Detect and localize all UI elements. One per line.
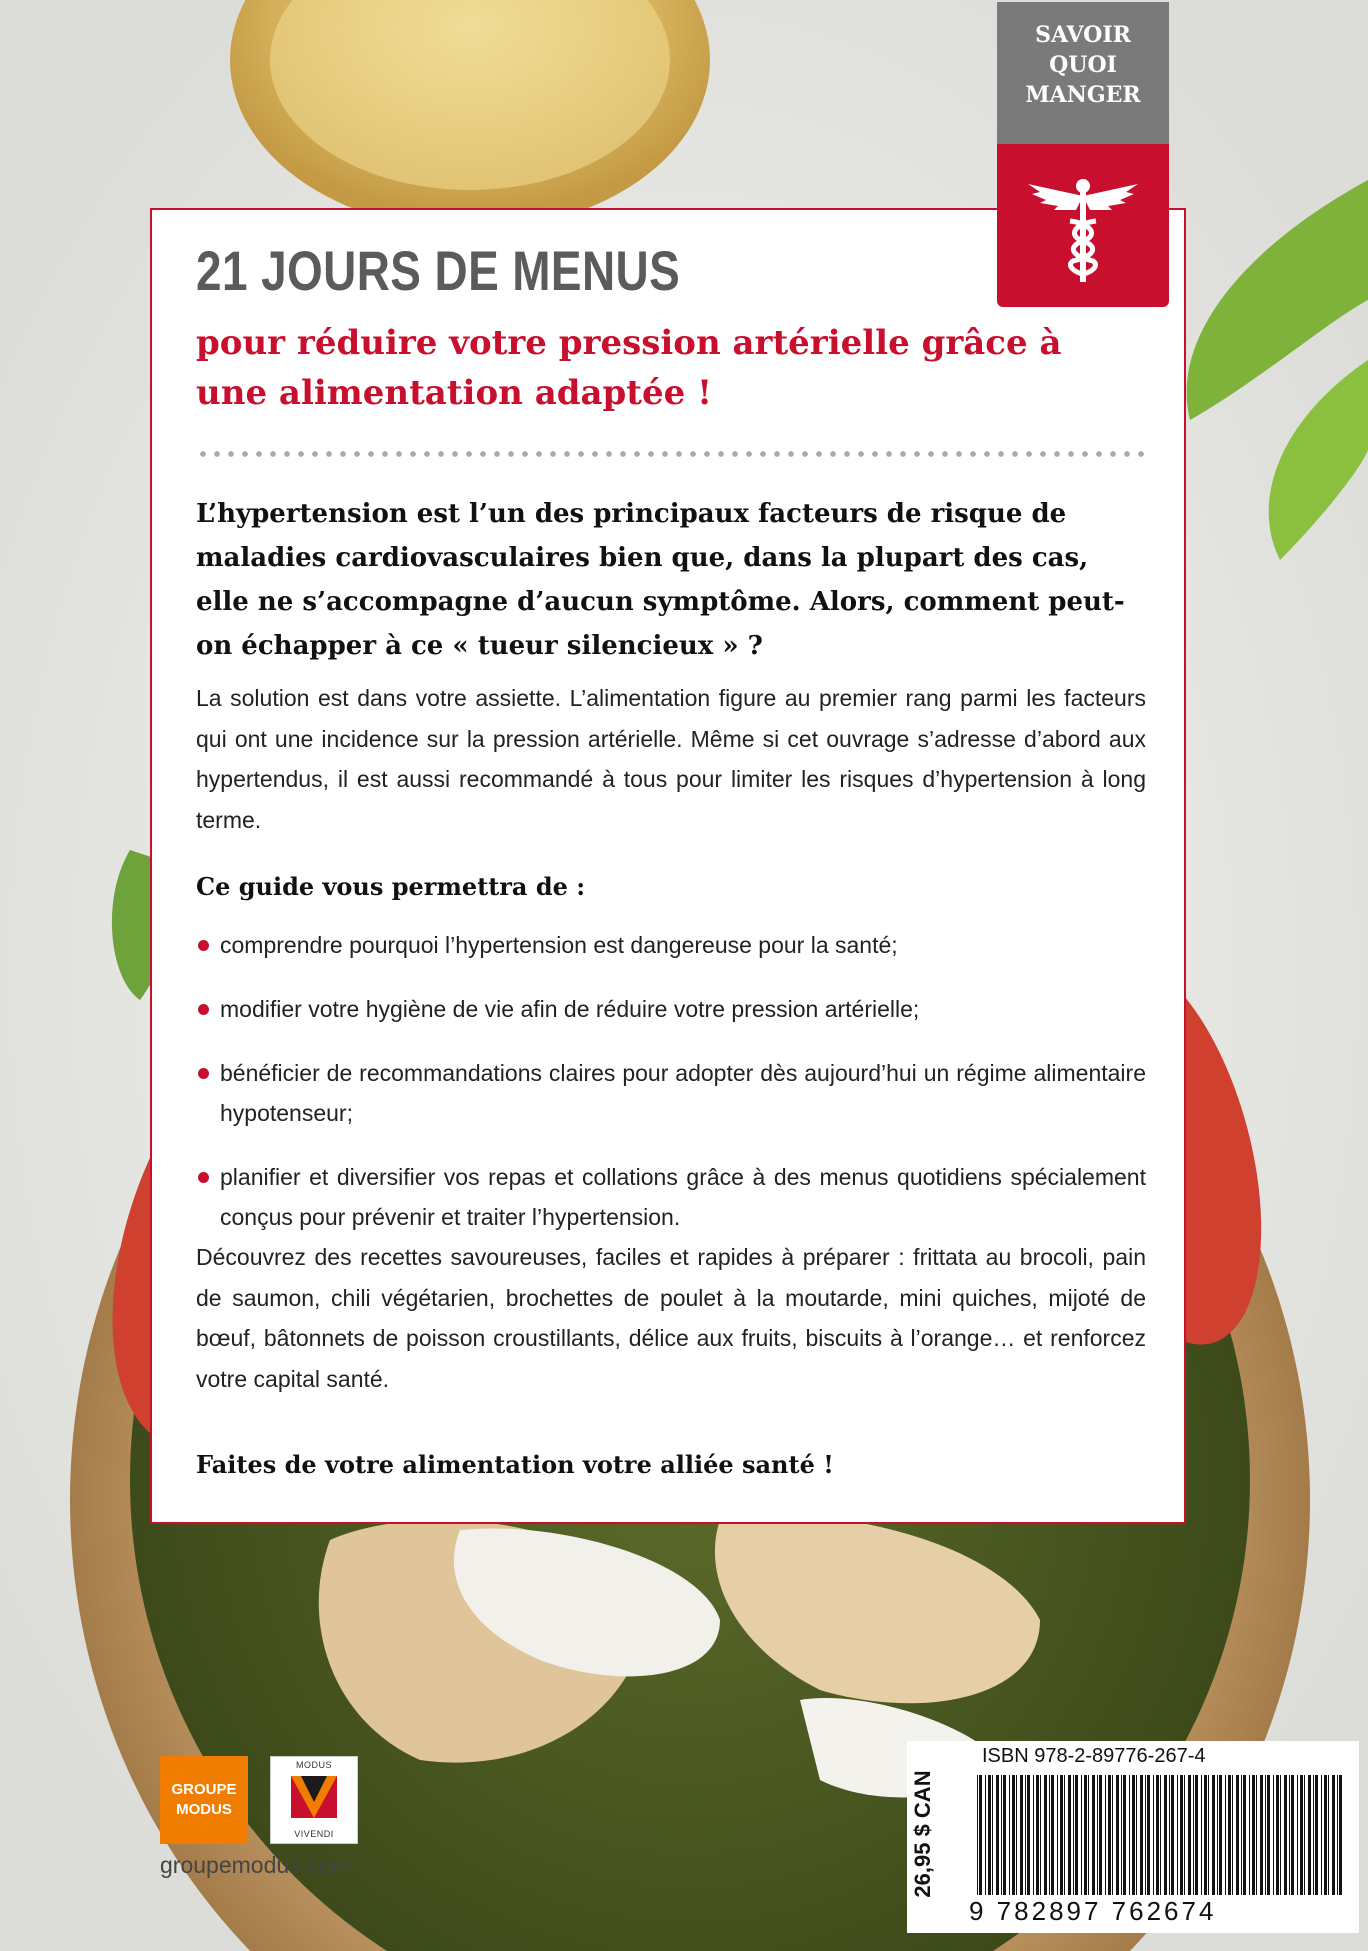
- caduceus-icon: [1018, 166, 1148, 286]
- dotted-divider: [196, 450, 1146, 458]
- list-item: [196, 925, 1146, 965]
- barcode-bar: [1212, 1775, 1215, 1895]
- barcode-bar: [1208, 1775, 1209, 1895]
- barcode-bar: [1156, 1775, 1159, 1895]
- barcode-bar: [1012, 1775, 1015, 1895]
- barcode-bar: [1276, 1775, 1279, 1895]
- barcode-bar: [979, 1775, 982, 1895]
- barcode-bars: [975, 1775, 1345, 1895]
- barcode-bar: [1049, 1775, 1050, 1895]
- barcode-bar: [1164, 1775, 1167, 1895]
- barcode-bar: [977, 1775, 978, 1895]
- page-title: 21 JOURS DE MENUS: [196, 239, 681, 302]
- lead-paragraph: L’hypertension est l’un des principaux facteurs de risque de maladies cardiovasculaires bien que, dans la plupart des cas, elle ne s’accompagne d’aucun symptôme. Alors, comment peut-on échapper à ce « tueur silencieux » ?: [196, 499, 1125, 661]
- barcode-bar: [1252, 1775, 1255, 1895]
- barcode-bar: [1016, 1775, 1017, 1895]
- bullet-icon: [198, 1068, 209, 1079]
- collection-line: SAVOIR: [1035, 22, 1131, 48]
- barcode-bar: [1075, 1775, 1078, 1895]
- barcode-bar: [1324, 1775, 1327, 1895]
- barcode-bar: [1241, 1775, 1242, 1895]
- bullet-icon: [198, 1004, 209, 1015]
- list-item-text: comprendre pourquoi l’hypertension est dangereuse pour la santé;: [220, 932, 898, 958]
- guide-heading: Ce guide vous permettra de :: [196, 872, 586, 901]
- isbn-label: ISBN 978-2-89776-267-4: [982, 1745, 1206, 1767]
- list-item: [196, 1053, 1146, 1133]
- barcode-bar: [1121, 1775, 1122, 1895]
- barcode-bar: [1147, 1775, 1150, 1895]
- barcode-bar: [1169, 1775, 1170, 1895]
- barcode-bar: [1304, 1775, 1305, 1895]
- caduceus-emblem: [997, 144, 1169, 307]
- list-item: [196, 989, 1146, 1029]
- price-label: 26,95 $ CAN: [910, 1770, 935, 1898]
- benefits-list: [196, 925, 1146, 1237]
- barcode-bar: [1204, 1775, 1207, 1895]
- barcode-bar: [1219, 1775, 1222, 1895]
- barcode-bar: [1073, 1775, 1074, 1895]
- barcode-bar: [1280, 1775, 1281, 1895]
- barcode-bar: [1260, 1775, 1263, 1895]
- groupe-modus-logo: [160, 1756, 248, 1844]
- logo-text: MODUS: [296, 1760, 332, 1770]
- collection-line: MANGER: [1025, 82, 1141, 108]
- barcode-bar: [1099, 1775, 1102, 1895]
- closing-line: Faites de votre alimentation votre alliée santé !: [196, 1450, 834, 1479]
- collection-badge: [997, 2, 1169, 307]
- barcode-bar: [1001, 1775, 1002, 1895]
- barcode-bar: [1332, 1775, 1335, 1895]
- barcode-bar: [1265, 1775, 1266, 1895]
- barcode-bar: [1337, 1775, 1338, 1895]
- barcode-bar: [1129, 1775, 1130, 1895]
- barcode-bar: [1225, 1775, 1226, 1895]
- barcode-bar: [1044, 1775, 1047, 1895]
- barcode-bar: [1180, 1775, 1183, 1895]
- list-item-text: modifier votre hygiène de vie afin de réduire votre pression artérielle;: [220, 996, 920, 1022]
- barcode-bar: [1193, 1775, 1194, 1895]
- list-item-text: bénéficier de recommandations claires pour adopter dès aujourd’hui un régime alimentaire hypotenseur;: [220, 1060, 1146, 1126]
- barcode-bar: [1081, 1775, 1082, 1895]
- barcode-bar: [1084, 1775, 1087, 1895]
- barcode-bar: [1123, 1775, 1126, 1895]
- logo-text: MODUS: [176, 1801, 232, 1818]
- barcode-bar: [1036, 1775, 1039, 1895]
- barcode-bar: [992, 1775, 993, 1895]
- barcode-bar: [1088, 1775, 1089, 1895]
- barcode-bar: [1232, 1775, 1233, 1895]
- barcode-bar: [1009, 1775, 1010, 1895]
- barcode-bar: [1289, 1775, 1290, 1895]
- barcode-bar: [1064, 1775, 1065, 1895]
- barcode-bar: [1243, 1775, 1246, 1895]
- barcode-bar: [1116, 1775, 1119, 1895]
- barcode-bar: [1308, 1775, 1311, 1895]
- barcode-bar: [1068, 1775, 1071, 1895]
- barcode-bar: [1339, 1775, 1342, 1895]
- barcode-bar: [1136, 1775, 1137, 1895]
- barcode-bar: [1284, 1775, 1287, 1895]
- barcode-block: [907, 1741, 1359, 1933]
- barcode-digits: 9 782897 762674: [969, 1896, 1217, 1926]
- bullet-icon: [198, 940, 209, 951]
- barcode-bar: [1184, 1775, 1185, 1895]
- barcode-bar: [1033, 1775, 1034, 1895]
- barcode-bar: [1132, 1775, 1135, 1895]
- barcode-bar: [988, 1775, 991, 1895]
- barcode-bar: [1267, 1775, 1270, 1895]
- barcode-bar: [996, 1775, 999, 1895]
- barcode-bar: [1188, 1775, 1191, 1895]
- barcode-bar: [985, 1775, 986, 1895]
- barcode-bar: [1291, 1775, 1294, 1895]
- barcode-bar: [1217, 1775, 1218, 1895]
- shield-icon: [271, 1770, 357, 1830]
- modus-vivendi-logo: [270, 1756, 358, 1844]
- barcode-bar: [1201, 1775, 1202, 1895]
- intro-paragraph: La solution est dans votre assiette. L’alimentation figure au premier rang parmi les facteurs qui ont une incidence sur la pression artérielle. Même si cet ouvrage s’adresse d’abord aux hypertendus, il est aussi recommandé à tous pour limiter les risques d’hypertension à long terme.: [196, 685, 1146, 833]
- barcode-bar: [1328, 1775, 1329, 1895]
- barcode-bar: [1256, 1775, 1257, 1895]
- barcode-bar: [1300, 1775, 1303, 1895]
- barcode-bar: [1027, 1775, 1030, 1895]
- barcode-bar: [1025, 1775, 1026, 1895]
- barcode-bar: [1092, 1775, 1095, 1895]
- barcode-bar: [1140, 1775, 1143, 1895]
- barcode-bar: [1097, 1775, 1098, 1895]
- recipes-paragraph: Découvrez des recettes savoureuses, faciles et rapides à préparer : frittata au brocoli, pain de saumon, chili végétarien, brochettes de poulet à la moutarde, mini quiches, mijoté de bœuf, bâtonnets de poisson croustillants, délice aux fruits, biscuits à l’orange… et renforcez votre capital santé.: [196, 1244, 1146, 1392]
- list-item-text: planifier et diversifier vos repas et collations grâce à des menus quotidiens spécialement conçus pour prévenir et traiter l’hypertension.: [220, 1164, 1146, 1230]
- publisher-url: groupemodus.com: [160, 1852, 351, 1878]
- barcode-bar: [1273, 1775, 1274, 1895]
- barcode-bar: [1060, 1775, 1063, 1895]
- barcode-bar: [1195, 1775, 1198, 1895]
- barcode-bar: [1297, 1775, 1298, 1895]
- barcode-bar: [1228, 1775, 1231, 1895]
- collection-name: [997, 2, 1169, 144]
- subtitle: pour réduire votre pression artérielle grâce à une alimentation adaptée !: [196, 323, 1062, 413]
- barcode-bar: [1315, 1775, 1318, 1895]
- barcode-bar: [1105, 1775, 1106, 1895]
- barcode-bar: [1051, 1775, 1054, 1895]
- bullet-icon: [198, 1172, 209, 1183]
- barcode-bar: [1003, 1775, 1006, 1895]
- collection-line: QUOI: [1049, 52, 1117, 78]
- barcode-bar: [1112, 1775, 1113, 1895]
- barcode-bar: [1321, 1775, 1322, 1895]
- barcode-bar: [1020, 1775, 1023, 1895]
- barcode-bar: [1177, 1775, 1178, 1895]
- barcode-bar: [1145, 1775, 1146, 1895]
- barcode-bar: [1153, 1775, 1154, 1895]
- barcode-bar: [1236, 1775, 1239, 1895]
- list-item: [196, 1157, 1146, 1237]
- barcode-bar: [1057, 1775, 1058, 1895]
- logo-text: VIVENDI: [294, 1829, 334, 1839]
- barcode-bar: [1249, 1775, 1250, 1895]
- barcode-bar: [1313, 1775, 1314, 1895]
- barcode-bar: [1160, 1775, 1161, 1895]
- logo-text: GROUPE: [171, 1781, 237, 1798]
- barcode-bar: [1040, 1775, 1041, 1895]
- barcode-bar: [1108, 1775, 1111, 1895]
- barcode-bar: [1171, 1775, 1174, 1895]
